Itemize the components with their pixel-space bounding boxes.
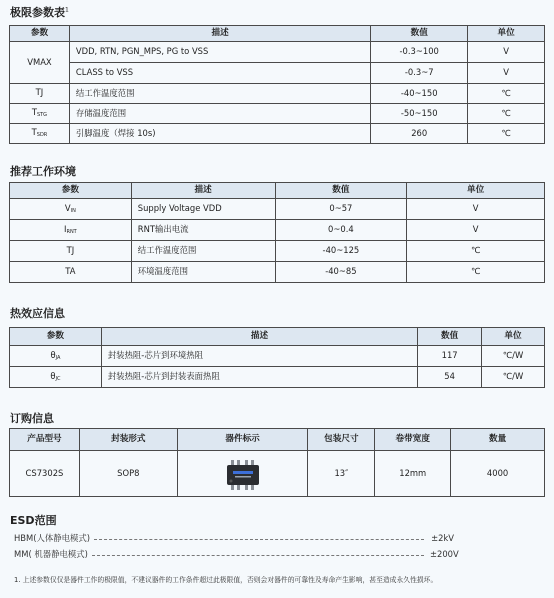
desc-cell: 引脚温度（焊接 10s) bbox=[69, 124, 370, 144]
desc-cell: VDD, RTN, PGN_MPS, PG to VSS bbox=[69, 42, 370, 63]
param-cell: $T_{SDR}$ bbox=[10, 124, 70, 144]
table-row bbox=[10, 451, 545, 497]
table-row bbox=[10, 63, 545, 84]
esd-label: MM( 机器静电模式) bbox=[14, 549, 88, 559]
esd-value: ±200V bbox=[430, 549, 459, 559]
header-cell: 数值 bbox=[418, 328, 482, 346]
header-cell: 单位 bbox=[468, 26, 545, 42]
header-cell: 单位 bbox=[482, 328, 545, 346]
unit-cell: V bbox=[468, 63, 545, 84]
ordering-table bbox=[9, 428, 545, 497]
unit-cell: ℃ bbox=[468, 104, 545, 124]
reel-cell: 13″ bbox=[308, 451, 375, 497]
table-row bbox=[10, 241, 545, 262]
unit-cell: ℃/W bbox=[482, 367, 545, 388]
recommended-table bbox=[9, 182, 545, 283]
abs-max-title-note: 1 bbox=[65, 6, 69, 14]
esd-row bbox=[14, 548, 459, 560]
value-cell: -40~125 bbox=[275, 241, 407, 262]
desc-cell: 环境温度范围 bbox=[131, 262, 275, 283]
param-cell: $I_{RNT}$ bbox=[10, 220, 132, 241]
unit-cell: ℃ bbox=[468, 84, 545, 104]
header-cell: 参数 bbox=[10, 26, 70, 42]
thermal-table bbox=[9, 327, 545, 388]
desc-cell: CLASS to VSS bbox=[69, 63, 370, 84]
table-row bbox=[10, 42, 545, 63]
unit-cell: ℃ bbox=[407, 262, 545, 283]
package-cell: SOP8 bbox=[79, 451, 177, 497]
desc-cell: RNT输出电流 bbox=[131, 220, 275, 241]
unit-cell: V bbox=[407, 220, 545, 241]
header-cell: 参数 bbox=[10, 328, 102, 346]
table-header-row bbox=[10, 328, 545, 346]
header-cell: 描述 bbox=[69, 26, 370, 42]
table-row bbox=[10, 199, 545, 220]
desc-cell: 存储温度范围 bbox=[69, 104, 370, 124]
param-cell: $\theta_{JA}$ bbox=[10, 346, 102, 367]
param-cell: TA bbox=[10, 262, 132, 283]
marking-cell bbox=[177, 451, 308, 497]
value-cell: 54 bbox=[418, 367, 482, 388]
leader-line bbox=[94, 539, 424, 540]
value-cell: -50~150 bbox=[371, 104, 468, 124]
table-header-row bbox=[10, 26, 545, 42]
header-cell: 数值 bbox=[371, 26, 468, 42]
unit-cell: V bbox=[407, 199, 545, 220]
header-cell: 数量 bbox=[451, 429, 545, 451]
header-cell: 参数 bbox=[10, 183, 132, 199]
tape-cell: 12mm bbox=[375, 451, 451, 497]
header-cell: 产品型号 bbox=[10, 429, 80, 451]
table-row bbox=[10, 346, 545, 367]
table-row bbox=[10, 104, 545, 124]
param-cell: $V_{IN}$ bbox=[10, 199, 132, 220]
unit-cell: V bbox=[468, 42, 545, 63]
desc-cell: 结工作温度范围 bbox=[69, 84, 370, 104]
abs-max-table bbox=[9, 25, 545, 144]
table-header-row bbox=[10, 429, 545, 451]
footnote: 1. 上述参数仅仅是器件工作的极限值，不建议器件的工作条件超过此极限值，否则会对器件的可靠性及寿命产生影响，甚至造成永久性损坏。 bbox=[14, 576, 438, 584]
desc-cell: 封装热阻-芯片到封装表面热阻 bbox=[101, 367, 417, 388]
header-cell: 封装形式 bbox=[79, 429, 177, 451]
value-cell: 0~57 bbox=[275, 199, 407, 220]
header-cell: 描述 bbox=[101, 328, 417, 346]
table-row bbox=[10, 367, 545, 388]
desc-cell: 封装热阻-芯片到环境热阻 bbox=[101, 346, 417, 367]
header-cell: 描述 bbox=[131, 183, 275, 199]
leader-line bbox=[92, 555, 424, 556]
desc-cell: Supply Voltage VDD bbox=[131, 199, 275, 220]
unit-cell: ℃/W bbox=[482, 346, 545, 367]
param-cell: TJ bbox=[10, 84, 70, 104]
desc-cell: 结工作温度范围 bbox=[131, 241, 275, 262]
table-row bbox=[10, 220, 545, 241]
param-cell: $\theta_{JC}$ bbox=[10, 367, 102, 388]
thermal-title: 热效应信息 bbox=[10, 307, 65, 320]
value-cell: -40~150 bbox=[371, 84, 468, 104]
esd-label: HBM(人体静电模式) bbox=[14, 533, 91, 543]
value-cell: 117 bbox=[418, 346, 482, 367]
table-row bbox=[10, 262, 545, 283]
value-cell: 0~0.4 bbox=[275, 220, 407, 241]
table-header-row bbox=[10, 183, 545, 199]
header-cell: 数值 bbox=[275, 183, 407, 199]
table-row bbox=[10, 124, 545, 144]
param-cell: TJ bbox=[10, 241, 132, 262]
table-row bbox=[10, 84, 545, 104]
header-cell: 卷带宽度 bbox=[375, 429, 451, 451]
ordering-title: 订购信息 bbox=[10, 412, 54, 425]
param-cell: $T_{STG}$ bbox=[10, 104, 70, 124]
esd-row bbox=[14, 532, 454, 544]
header-cell: 单位 bbox=[407, 183, 545, 199]
header-cell: 包装尺寸 bbox=[308, 429, 375, 451]
model-cell: CS7302S bbox=[10, 451, 80, 497]
value-cell: -0.3~7 bbox=[371, 63, 468, 84]
value-cell: -0.3~100 bbox=[371, 42, 468, 63]
qty-cell: 4000 bbox=[451, 451, 545, 497]
unit-cell: ℃ bbox=[407, 241, 545, 262]
ic-chip-icon bbox=[225, 459, 261, 489]
header-cell: 器件标示 bbox=[177, 429, 308, 451]
recommended-title: 推荐工作环境 bbox=[10, 165, 76, 178]
esd-value: ±2kV bbox=[431, 533, 454, 543]
abs-max-title: 极限参数表$^1$ bbox=[10, 6, 69, 19]
esd-title: ESD范围 bbox=[10, 514, 57, 527]
param-cell: VMAX bbox=[10, 42, 70, 84]
value-cell: 260 bbox=[371, 124, 468, 144]
unit-cell: ℃ bbox=[468, 124, 545, 144]
value-cell: -40~85 bbox=[275, 262, 407, 283]
